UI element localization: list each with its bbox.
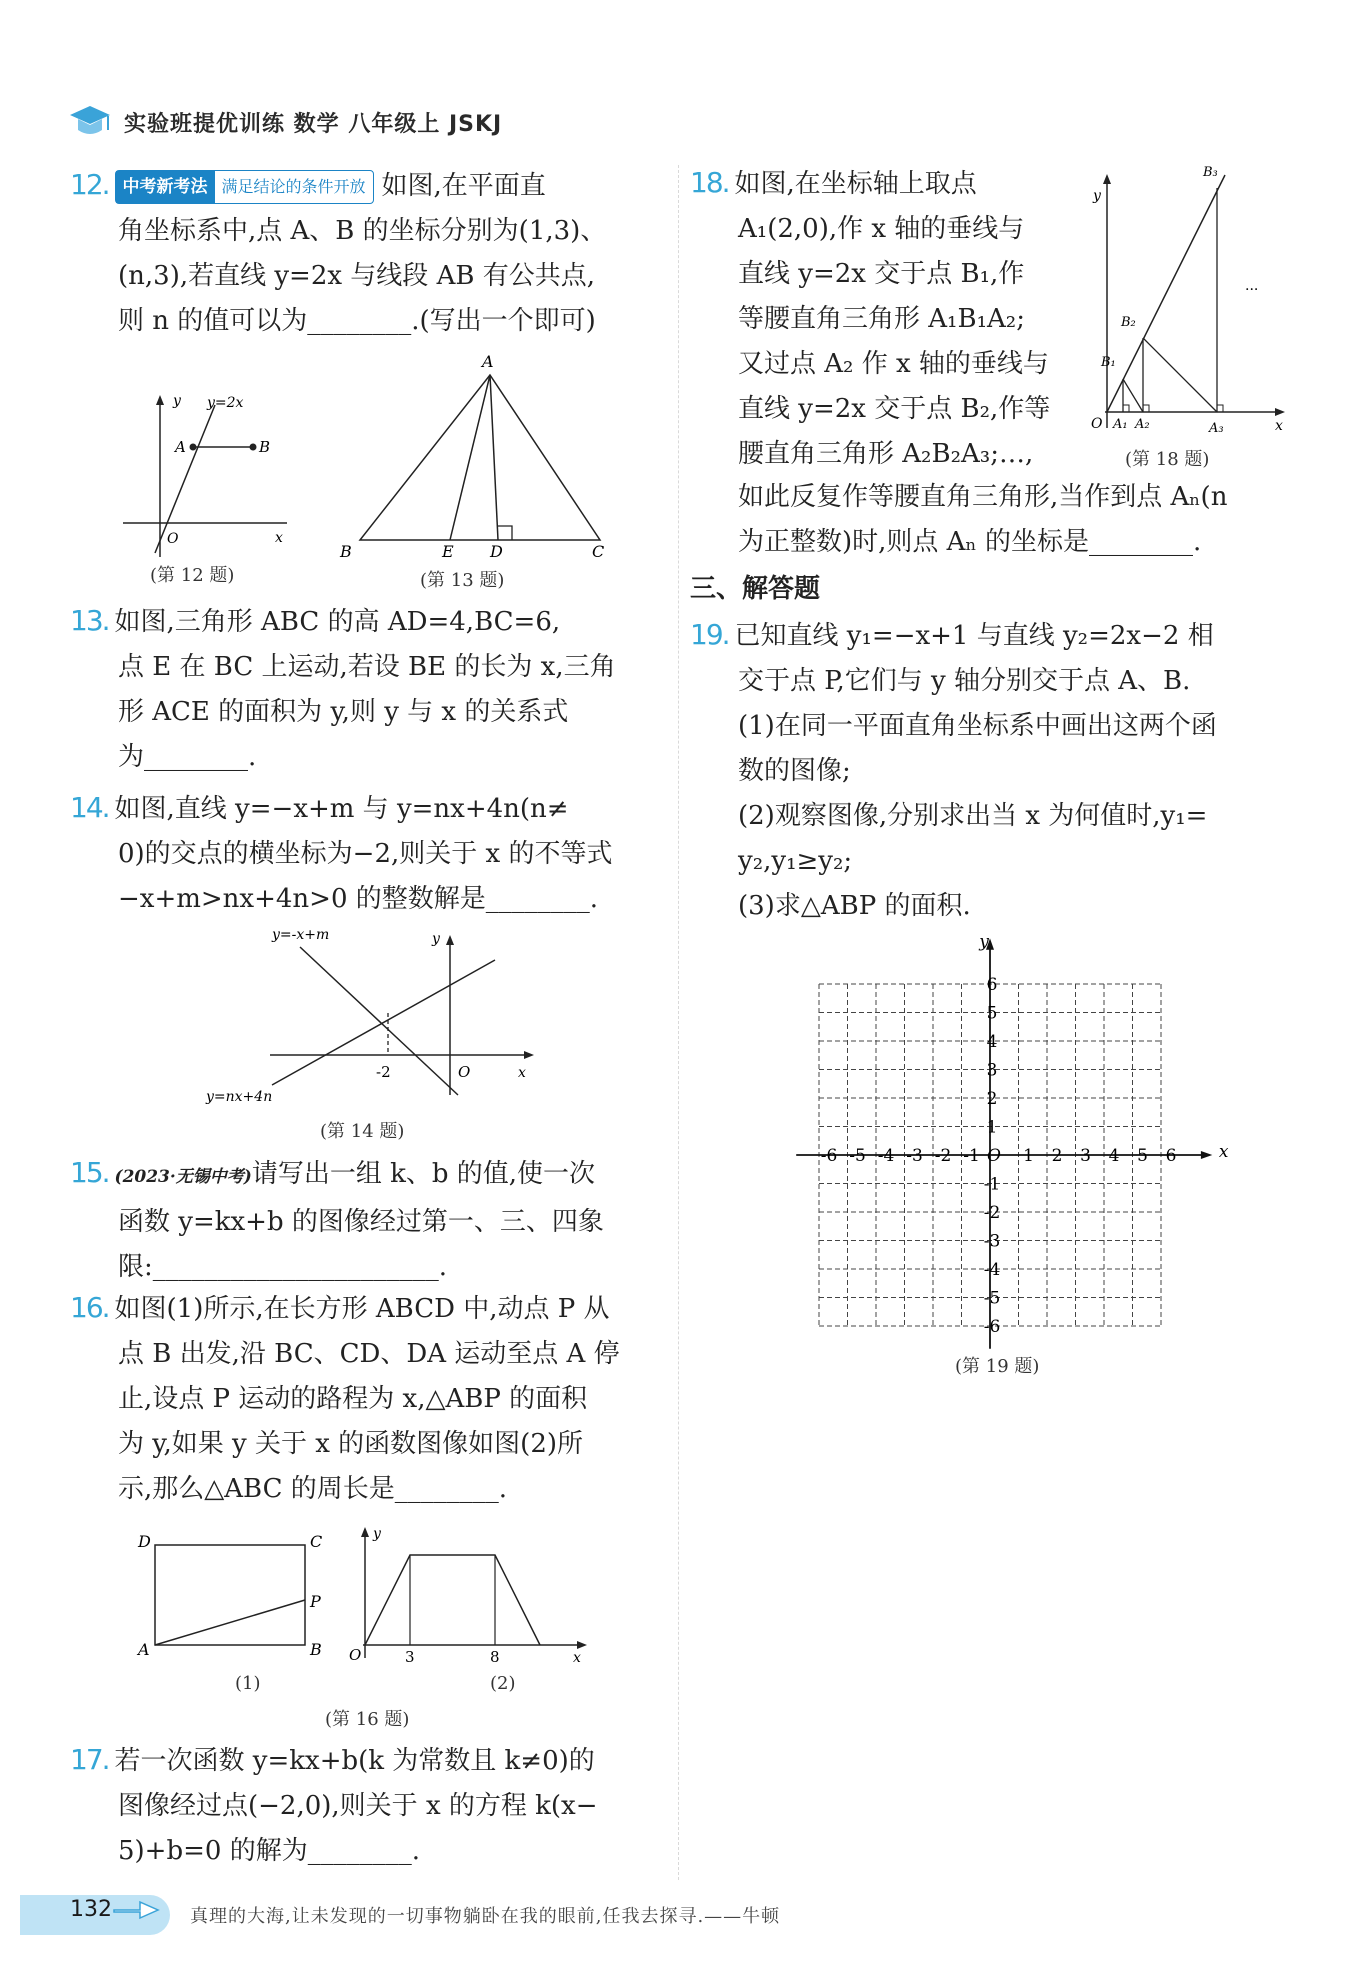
figure-16-caption: (第 16 题) [325, 1709, 410, 1730]
vertex-c-label: C [310, 1532, 323, 1551]
question-text: 角坐标系中,点 A、B 的坐标分别为(1,3)、 [118, 216, 607, 246]
question-17 [70, 1737, 670, 1874]
continuation-dots: ... [1245, 278, 1259, 294]
question-text: 点 E 在 BC 上运动,若设 BE 的长为 x,三角 [118, 652, 616, 682]
question-text: (1)在同一平面直角坐标系中画出这两个函 [738, 711, 1217, 741]
question-13 [70, 598, 670, 780]
x-tick-label: -2 [934, 1146, 952, 1166]
question-text: −x+m>nx+4n>0 的整数解是________. [118, 884, 599, 914]
x-tick-label: -5 [849, 1146, 866, 1166]
triangle-abc [360, 375, 600, 540]
tick-3: 3 [405, 1648, 415, 1665]
figure-16-1-caption: (1) [235, 1673, 261, 1694]
y-tick-label: -6 [983, 1317, 1001, 1337]
origin-label: O [167, 531, 179, 547]
question-text: 如图,直线 y=−x+m 与 y=nx+4n(n≠ [114, 794, 569, 824]
x-label: x [573, 1650, 581, 1665]
vertex-c-label: C [592, 542, 605, 560]
vertex-a-label: A [482, 352, 494, 371]
question-text: (n,3),若直线 y=2x 与线段 AB 有公共点, [118, 261, 595, 291]
question-number: 18. [690, 166, 729, 199]
question-text: 点 B 出发,沿 BC、CD、DA 运动至点 A 停 [118, 1339, 620, 1369]
question-16 [70, 1285, 670, 1512]
question-19 [690, 612, 1300, 929]
figure-14 [200, 925, 540, 1105]
question-text: 函数 y=kx+b 的图像经过第一、三、四象 [118, 1207, 604, 1237]
y-label: y [1093, 188, 1101, 204]
question-text: 则 n 的值可以为________.(写出一个即可) [118, 306, 596, 336]
origin-label: O [987, 1146, 1001, 1166]
question-text: 形 ACE 的面积为 y,则 y 与 x 的关系式 [118, 697, 569, 727]
figure-18 [1085, 160, 1295, 445]
point-e-label: E [442, 542, 454, 560]
question-text: (3)求△ABP 的面积. [738, 891, 971, 921]
question-text: 示,那么△ABC 的周长是________. [118, 1474, 508, 1504]
figure-16-2-caption: (2) [490, 1673, 516, 1694]
y-label: y [432, 931, 440, 947]
y-tick-label: -3 [983, 1231, 1001, 1252]
function-graph [365, 1555, 540, 1645]
segment-ap [155, 1600, 305, 1645]
x-tick-label: 5 [1137, 1146, 1148, 1166]
a1-label: A₁ [1113, 417, 1128, 432]
figure-13-caption: (第 13 题) [420, 570, 505, 591]
question-text: 交于点 P,它们与 y 轴分别交于点 A、B. [738, 666, 1191, 696]
question-text: 直线 y=2x 交于点 B₂,作等 [738, 394, 1051, 424]
x-tick-label: -4 [877, 1146, 895, 1166]
header-title: 实验班提优训练 数学 八年级上 JSKJ [124, 111, 503, 137]
figure-19-caption: (第 19 题) [955, 1356, 1040, 1377]
footer-quote: 真理的大海,让未发现的一切事物躺卧在我的眼前,任我去探寻.——牛顿 [190, 1906, 781, 1927]
b1-label: B₁ [1101, 355, 1116, 370]
figure-19-grid [780, 935, 1230, 1350]
question-text: 5)+b=0 的解为________. [118, 1836, 420, 1866]
y-tick-label: 5 [986, 1003, 998, 1024]
y-tick-label: 2 [986, 1089, 998, 1109]
question-text: 又过点 A₂ 作 x 轴的垂线与 [738, 349, 1049, 379]
y-axis-label: y [979, 935, 989, 952]
question-text: 为正整数)时,则点 Aₙ 的坐标是________. [738, 527, 1202, 557]
point-b-label: B [259, 438, 271, 456]
question-text: 若一次函数 y=kx+b(k 为常数且 k≠0)的 [114, 1746, 595, 1776]
question-text: 如图,在坐标轴上取点 [734, 169, 977, 199]
x-tick-label: 3 [1080, 1146, 1091, 1166]
question-number: 16. [70, 1291, 109, 1324]
x-tick-label: 4 [1108, 1146, 1120, 1166]
question-number: 14. [70, 791, 109, 824]
origin-label: O [349, 1646, 362, 1664]
question-text: 限:______________________. [118, 1252, 448, 1282]
column-divider [678, 165, 679, 1880]
x-label: x [518, 1065, 526, 1081]
tag-sub-label: 满足结论的条件开放 [221, 177, 366, 196]
point-a-label: A [175, 438, 186, 456]
page-header [68, 100, 502, 144]
origin-label: O [458, 1063, 471, 1081]
question-18 [690, 160, 1090, 477]
question-number: 17. [70, 1743, 109, 1776]
y-label: y [373, 1526, 381, 1542]
new-exam-tag [115, 170, 374, 204]
line1-label: y=-x+m [272, 927, 330, 943]
question-text: 直线 y=2x 交于点 B₁,作 [738, 259, 1025, 289]
x-axis-label: x [1218, 1142, 1229, 1162]
question-number: 12. [70, 168, 109, 201]
vertex-a-label: A [138, 1640, 150, 1659]
tick-minus-2: -2 [376, 1063, 391, 1081]
altitude-ad [490, 375, 498, 540]
question-text: y₂,y₁≥y₂; [738, 846, 853, 876]
y-tick-label: 4 [986, 1032, 998, 1052]
tag-main-label: 中考新考法 [116, 171, 215, 203]
x-axis-arrow [1201, 1151, 1212, 1159]
page-number: 132 [70, 1897, 112, 1922]
figure-12 [115, 385, 295, 560]
b3-label: B₃ [1203, 165, 1218, 180]
question-text: 为________. [118, 742, 257, 772]
y-tick-label: 3 [986, 1060, 998, 1081]
x-tick-label: -1 [963, 1146, 980, 1166]
point-p-label: P [310, 1592, 321, 1611]
y-tick-label: -4 [983, 1260, 1001, 1280]
question-text: 图像经过点(−2,0),则关于 x 的方程 k(x− [118, 1791, 598, 1821]
point-d-label: D [490, 542, 503, 560]
figure-13 [330, 345, 620, 560]
question-text: 请写出一组 k、b 的值,使一次 [251, 1159, 596, 1189]
a3-label: A₃ [1209, 421, 1224, 436]
question-text: 数的图像; [738, 756, 851, 786]
x-label: x [1275, 418, 1283, 434]
question-text: 如图,三角形 ABC 的高 AD=4,BC=6, [114, 607, 561, 637]
graduation-cap-icon [68, 100, 112, 144]
question-15 [70, 1150, 670, 1290]
question-text: 止,设点 P 运动的路程为 x,△ABP 的面积 [118, 1384, 588, 1414]
y-tick-label: -1 [983, 1174, 1001, 1195]
figure-14-caption: (第 14 题) [320, 1121, 405, 1142]
question-text: 已知直线 y₁=−x+1 与直线 y₂=2x−2 相 [734, 621, 1214, 651]
rectangle-abcd [155, 1545, 305, 1645]
line-y-2x [155, 405, 215, 553]
question-12 [70, 162, 670, 344]
vertex-d-label: D [138, 1532, 151, 1551]
question-text: 如此反复作等腰直角三角形,当作到点 Aₙ(n [738, 482, 1228, 512]
x-tick-label: -3 [906, 1146, 923, 1166]
y-label: y [173, 393, 181, 409]
question-number: 19. [690, 618, 729, 651]
question-text: 为 y,如果 y 关于 x 的函数图像如图(2)所 [118, 1429, 584, 1459]
question-text: 如图,在平面直 [381, 171, 546, 201]
question-18-continued [738, 475, 1298, 565]
y-tick-label: -2 [983, 1203, 1001, 1223]
x-tick-label: -6 [820, 1146, 838, 1166]
a2-label: A₂ [1135, 417, 1150, 432]
vertex-b-label: B [310, 1640, 322, 1659]
question-text: 等腰直角三角形 A₁B₁A₂; [738, 304, 1025, 334]
x-tick-label: 6 [1165, 1146, 1177, 1166]
question-text: 0)的交点的横坐标为−2,则关于 x 的不等式 [118, 839, 613, 869]
line-y-2x [1107, 175, 1225, 412]
hand-pointer-icon [110, 1888, 170, 1933]
question-14 [70, 785, 670, 922]
question-text: 腰直角三角形 A₂B₂A₃;…, [738, 439, 1034, 469]
b2-label: B₂ [1121, 315, 1136, 330]
line-label: y=2x [207, 395, 244, 411]
figure-16-1 [130, 1525, 340, 1660]
y-tick-label: 6 [986, 975, 998, 995]
question-number: 13. [70, 604, 109, 637]
line2-label: y=nx+4n [206, 1089, 273, 1105]
figure-18-caption: (第 18 题) [1125, 449, 1210, 470]
y-tick-label: -5 [983, 1288, 1001, 1309]
x-tick-label: 2 [1051, 1146, 1063, 1166]
section-title: 三、解答题 [690, 574, 821, 604]
x-tick-label: 1 [1023, 1146, 1034, 1166]
origin-label: O [1091, 416, 1103, 432]
figure-12-caption: (第 12 题) [150, 565, 235, 586]
question-text: A₁(2,0),作 x 轴的垂线与 [738, 214, 1025, 244]
question-text: 如图(1)所示,在长方形 ABCD 中,动点 P 从 [114, 1294, 610, 1324]
question-text: (2)观察图像,分别求出当 x 为何值时,y₁= [738, 801, 1208, 831]
source-label: (2023·无锡中考) [114, 1167, 252, 1187]
question-number: 15. [70, 1156, 109, 1189]
y-tick-label: 1 [986, 1117, 998, 1138]
x-label: x [275, 530, 283, 546]
tick-8: 8 [490, 1648, 500, 1665]
vertex-b-label: B [340, 542, 352, 560]
figure-16-2 [345, 1520, 590, 1665]
